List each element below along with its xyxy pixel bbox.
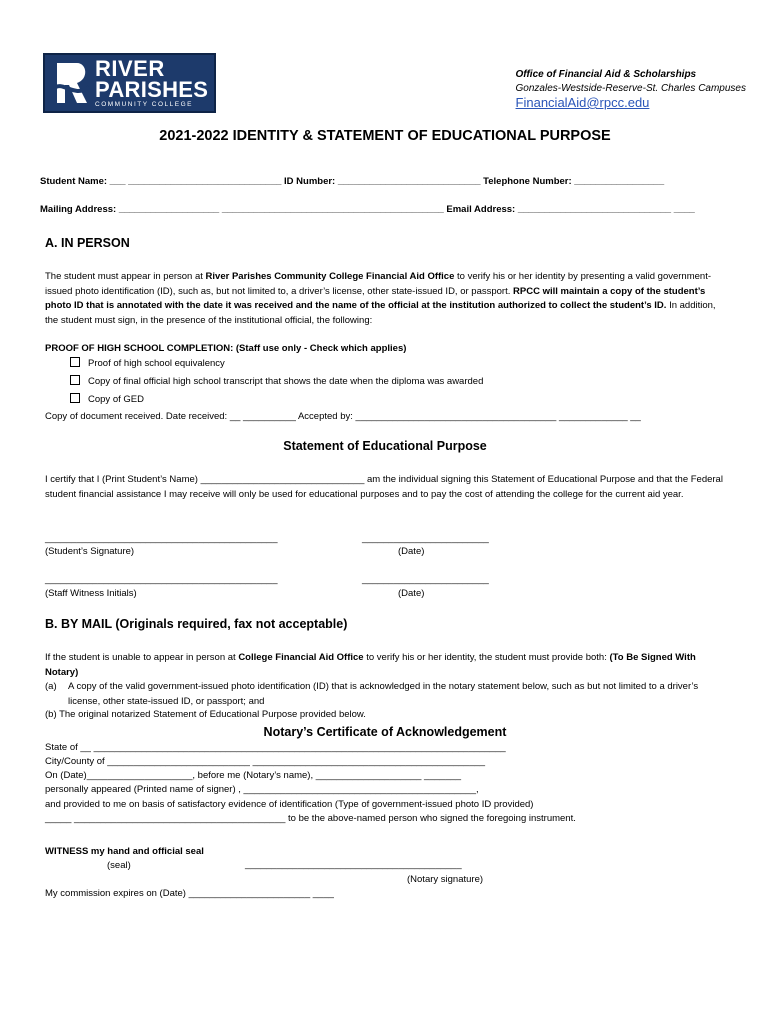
student-signature-label: (Student’s Signature)	[45, 546, 135, 557]
section-a-heading: A. IN PERSON	[45, 236, 130, 250]
statement-heading: Statement of Educational Purpose	[283, 439, 487, 453]
notary-state[interactable]: State of __ ______________________________________________________________________________	[45, 742, 506, 753]
notary-signature-label: (Notary signature)	[407, 874, 484, 885]
staff-initials-line[interactable]: ____________________________________________	[45, 574, 278, 585]
notary-on-date[interactable]: On (Date)____________________, before me (Notary’s name), ____________________ _______	[45, 770, 462, 781]
commission-line[interactable]: My commission expires on (Date) _______________________ ____	[45, 888, 334, 899]
office-info	[516, 68, 746, 112]
logo-river: RIVER	[95, 56, 165, 81]
option-transcript[interactable]: Copy of final official high school transcript that shows the date when the diploma was awarded	[70, 375, 483, 389]
item-b-text: (b) The original notarized Statement of Educational Purpose provided below.	[45, 709, 366, 720]
logo-parishes: PARISHES	[95, 77, 209, 102]
date-label-1: (Date)	[398, 546, 425, 557]
statement-text: I certify that I (Print Student’s Name) _______________________________ am the individual signing this Statement of Educational Purpose and that the Federal student financial assistance I may receive will only be used for educational purposes and to pay the cost of attending the college for the current aid year.	[45, 474, 723, 500]
office-campuses: Gonzales-Westside-Reserve-St. Charles Campuses	[515, 83, 746, 94]
office-email-link[interactable]: FinancialAid@rpcc.edu	[515, 95, 650, 110]
section-b-heading: B. BY MAIL (Originals required, fax not acceptable)	[45, 617, 348, 631]
proof-heading: PROOF OF HIGH SCHOOL COMPLETION: (Staff use only - Check which applies)	[45, 343, 407, 354]
received-line[interactable]: Copy of document received. Date received: __ __________ Accepted by: ______________________________________ _____________ __	[45, 411, 641, 422]
staff-initials-label: (Staff Witness Initials)	[45, 588, 137, 599]
river-r-logo-icon	[51, 59, 91, 107]
checkbox-icon[interactable]	[70, 375, 80, 385]
date-line-1[interactable]: ________________________	[362, 533, 489, 544]
notary-signature-line[interactable]: _________________________________________	[245, 859, 462, 870]
office-name: Office of Financial Aid & Scholarships	[515, 69, 697, 80]
checkbox-icon[interactable]	[70, 393, 80, 403]
notary-appeared[interactable]: personally appeared (Printed name of signer) , ____________________________________________,	[45, 784, 479, 795]
seal-label: (seal)	[107, 860, 131, 871]
student-signature-line[interactable]: ____________________________________________	[45, 533, 278, 544]
college-logo	[43, 53, 216, 113]
section-a-paragraph: The student must appear in person at River Parishes Community College Financial Aid Office to verify his or her identity by presenting a valid government-issued photo identification (ID), such as, but not limited to, a driver’s license, other state-issued ID, or passport. RPCC will maintain a copy of the student’s photo ID that is annotated with the date it was received and the name of the official at the institution authorized to collect the student’s ID. In addition, the student must sign, in the presence of the institutional official, the following:	[45, 271, 716, 326]
option-ged[interactable]: Copy of GED	[70, 393, 144, 407]
notary-county[interactable]: City/County of ___________________________ ____________________________________________	[45, 756, 486, 767]
notary-above[interactable]: _____ ________________________________________ to be the above-named person who signed the foregoing instrument.	[45, 813, 576, 824]
option-equivalency[interactable]: Proof of high school equivalency	[70, 357, 225, 371]
item-a-text: A copy of the valid government-issued photo identification (ID) that is acknowledged in the notary statement below, such as but not limited to a driver’s license, other state-issued ID, or passport; and	[68, 681, 699, 707]
fields-row-2[interactable]: Mailing Address: ___________________ __________________________________________ Email Address: _____________________________ ____	[40, 204, 695, 215]
witness-text: WITNESS my hand and official seal	[45, 846, 204, 857]
fields-row-1[interactable]: Student Name: ___ _____________________________ ID Number: ___________________________ Telephone Number: _________________	[40, 176, 665, 187]
checkbox-icon[interactable]	[70, 357, 80, 367]
date-label-2: (Date)	[398, 588, 425, 599]
page-title: 2021-2022 IDENTITY & STATEMENT OF EDUCATIONAL PURPOSE	[159, 128, 611, 144]
notary-heading: Notary’s Certificate of Acknowledgement	[263, 725, 507, 739]
notary-evidence: and provided to me on basis of satisfactory evidence of identification (Type of government-issued photo ID provided)	[45, 799, 534, 810]
item-a-label: (a)	[45, 681, 57, 692]
logo-community-college: COMMUNITY COLLEGE	[95, 101, 193, 108]
section-b-paragraph: If the student is unable to appear in person at College Financial Aid Office to verify his or her identity, the student must provide both: (To Be Signed With Notary)	[45, 652, 696, 678]
date-line-2[interactable]: ________________________	[362, 574, 489, 585]
